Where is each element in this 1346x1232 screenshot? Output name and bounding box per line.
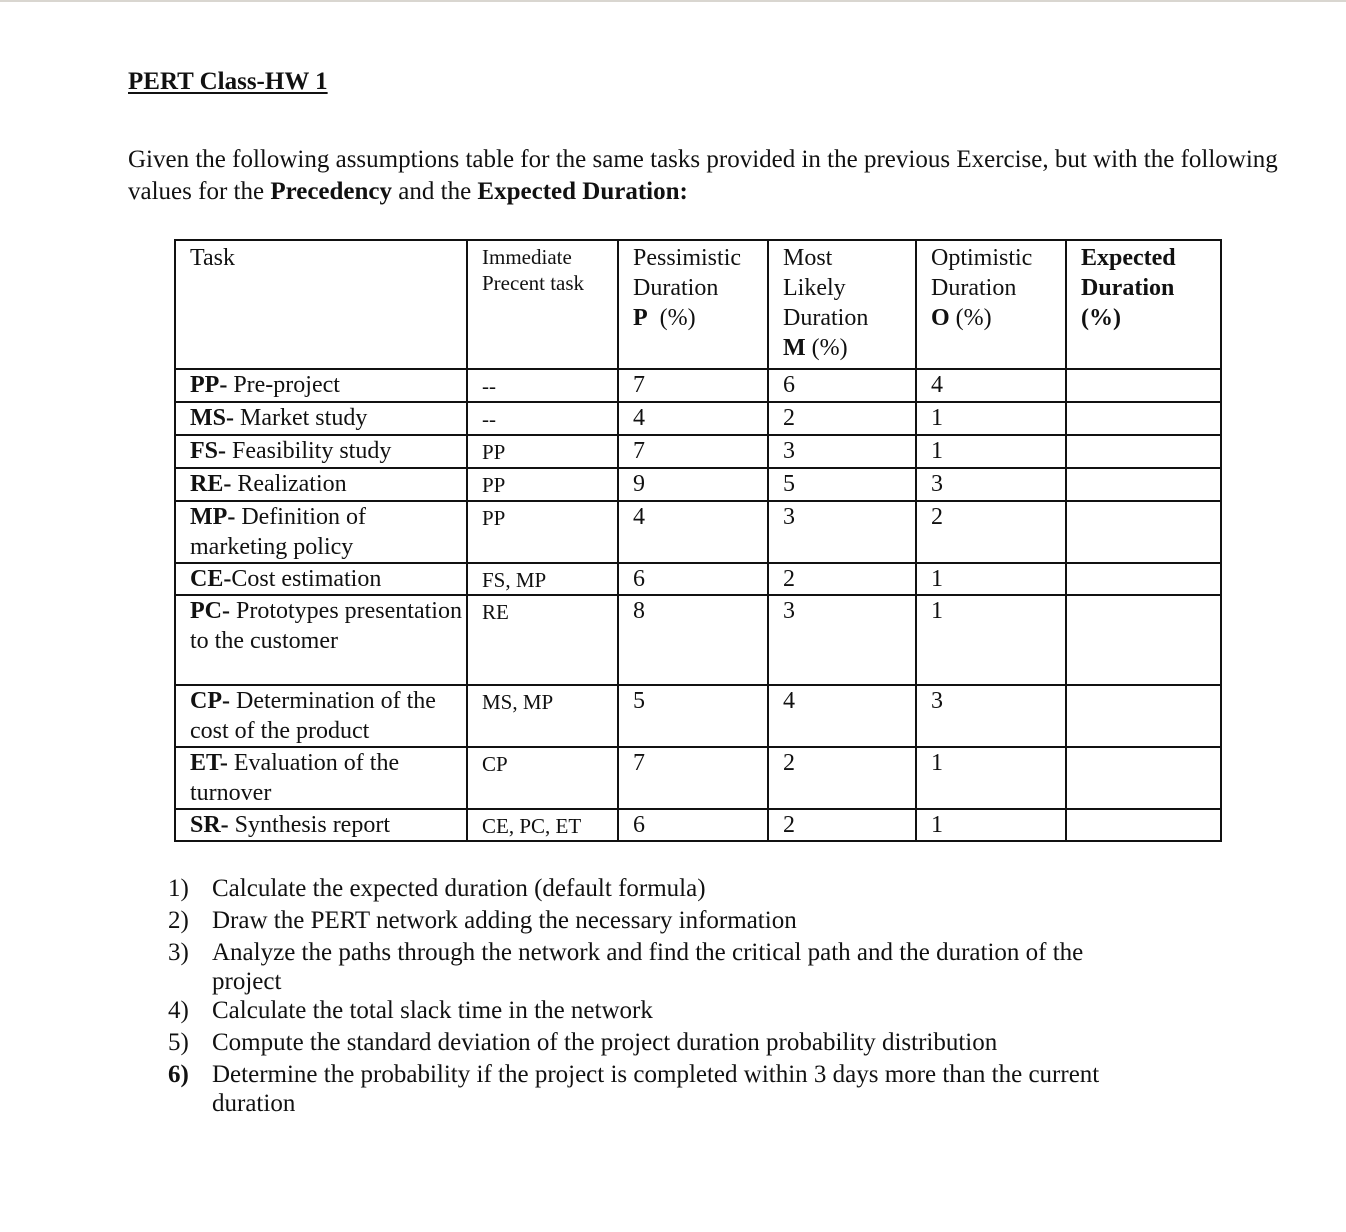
task-cell: RE- Realization (175, 468, 467, 501)
pessimistic-cell: 8 (618, 595, 768, 685)
task-cell: PC- Prototypes presentation to the customer (175, 595, 467, 685)
intro-text-mid: and the (392, 178, 478, 205)
optimistic-cell: 1 (916, 747, 1066, 809)
header-expected: Expected Duration (%) (1066, 240, 1221, 369)
table-row (175, 402, 1221, 435)
most-likely-cell: 6 (768, 369, 916, 402)
predecessor-cell: CE, PC, ET (467, 809, 618, 841)
most-likely-cell: 3 (768, 501, 916, 563)
task-cell: FS- Feasibility study (175, 435, 467, 468)
task-cell: MP- Definition of marketing policy (175, 501, 467, 563)
table-header-row (175, 240, 1221, 369)
most-likely-cell: 2 (768, 747, 916, 809)
pessimistic-cell: 7 (618, 369, 768, 402)
pessimistic-cell: 7 (618, 747, 768, 809)
intro-bold-expected: Expected Duration: (477, 178, 688, 205)
pessimistic-cell: 9 (618, 468, 768, 501)
header-task: Task (175, 240, 467, 369)
question-item: 4) Calculate the total slack time in the network (168, 997, 653, 1024)
predecessor-cell: CP (467, 747, 618, 809)
table-row (175, 369, 1221, 402)
pessimistic-cell: 4 (618, 402, 768, 435)
top-border (0, 0, 1346, 2)
most-likely-cell: 3 (768, 435, 916, 468)
table-row (175, 563, 1221, 595)
question-item: 2) Draw the PERT network adding the necessary information (168, 907, 797, 934)
question-item: 6) Determine the probability if the project is completed within 3 days more than the current duration (168, 1061, 1100, 1117)
expected-cell[interactable] (1066, 369, 1221, 402)
predecessor-cell: PP (467, 501, 618, 563)
optimistic-cell: 1 (916, 435, 1066, 468)
header-most-likely: Most Likely Duration M (%) (768, 240, 916, 369)
most-likely-cell: 2 (768, 563, 916, 595)
optimistic-cell: 1 (916, 595, 1066, 685)
question-item: 3) Analyze the paths through the network and find the critical path and the duration of the project (168, 939, 1084, 995)
intro-paragraph (128, 144, 1288, 208)
table-row (175, 468, 1221, 501)
intro-bold-precedency: Precedency (270, 178, 393, 205)
table-row (175, 809, 1221, 841)
pessimistic-cell: 6 (618, 809, 768, 841)
expected-cell[interactable] (1066, 747, 1221, 809)
question-list (168, 873, 1228, 1117)
optimistic-cell: 1 (916, 402, 1066, 435)
header-pessimistic: Pessimistic Duration P (%) (618, 240, 768, 369)
table-row (175, 435, 1221, 468)
header-immediate: Immediate Precent task (467, 240, 618, 369)
optimistic-cell: 3 (916, 468, 1066, 501)
most-likely-cell: 2 (768, 402, 916, 435)
page-title: PERT Class-HW 1 (128, 68, 328, 95)
predecessor-cell: PP (467, 435, 618, 468)
optimistic-cell: 1 (916, 809, 1066, 841)
most-likely-cell: 5 (768, 468, 916, 501)
table-row (175, 685, 1221, 747)
task-cell: PP- Pre-project (175, 369, 467, 402)
pessimistic-cell: 7 (618, 435, 768, 468)
table-row (175, 747, 1221, 809)
expected-cell[interactable] (1066, 468, 1221, 501)
predecessor-cell: FS, MP (467, 563, 618, 595)
task-cell: SR- Synthesis report (175, 809, 467, 841)
pessimistic-cell: 4 (618, 501, 768, 563)
pessimistic-cell: 6 (618, 563, 768, 595)
predecessor-cell: -- (467, 402, 618, 435)
optimistic-cell: 3 (916, 685, 1066, 747)
task-cell: ET- Evaluation of the turnover (175, 747, 467, 809)
most-likely-cell: 4 (768, 685, 916, 747)
expected-cell[interactable] (1066, 435, 1221, 468)
most-likely-cell: 2 (768, 809, 916, 841)
intro-text-before: Given the following assumptions table for the same tasks provided in the previous Exercise, but with the following values for the (128, 146, 1278, 205)
most-likely-cell: 3 (768, 595, 916, 685)
predecessor-cell: RE (467, 595, 618, 685)
predecessor-cell: -- (467, 369, 618, 402)
task-cell: MS- Market study (175, 402, 467, 435)
table-row (175, 501, 1221, 563)
expected-cell[interactable] (1066, 402, 1221, 435)
expected-cell[interactable] (1066, 595, 1221, 685)
pessimistic-cell: 5 (618, 685, 768, 747)
optimistic-cell: 4 (916, 369, 1066, 402)
task-cell: CE-Cost estimation (175, 563, 467, 595)
expected-cell[interactable] (1066, 685, 1221, 747)
question-item: 1) Calculate the expected duration (default formula) (168, 875, 706, 902)
expected-cell[interactable] (1066, 501, 1221, 563)
question-item: 5) Compute the standard deviation of the project duration probability distribution (168, 1029, 998, 1056)
table-row (175, 595, 1221, 685)
optimistic-cell: 2 (916, 501, 1066, 563)
expected-cell[interactable] (1066, 809, 1221, 841)
predecessor-cell: MS, MP (467, 685, 618, 747)
task-cell: CP- Determination of the cost of the product (175, 685, 467, 747)
optimistic-cell: 1 (916, 563, 1066, 595)
assumptions-table (174, 239, 1222, 842)
header-optimistic: Optimistic Duration O (%) (916, 240, 1066, 369)
expected-cell[interactable] (1066, 563, 1221, 595)
predecessor-cell: PP (467, 468, 618, 501)
